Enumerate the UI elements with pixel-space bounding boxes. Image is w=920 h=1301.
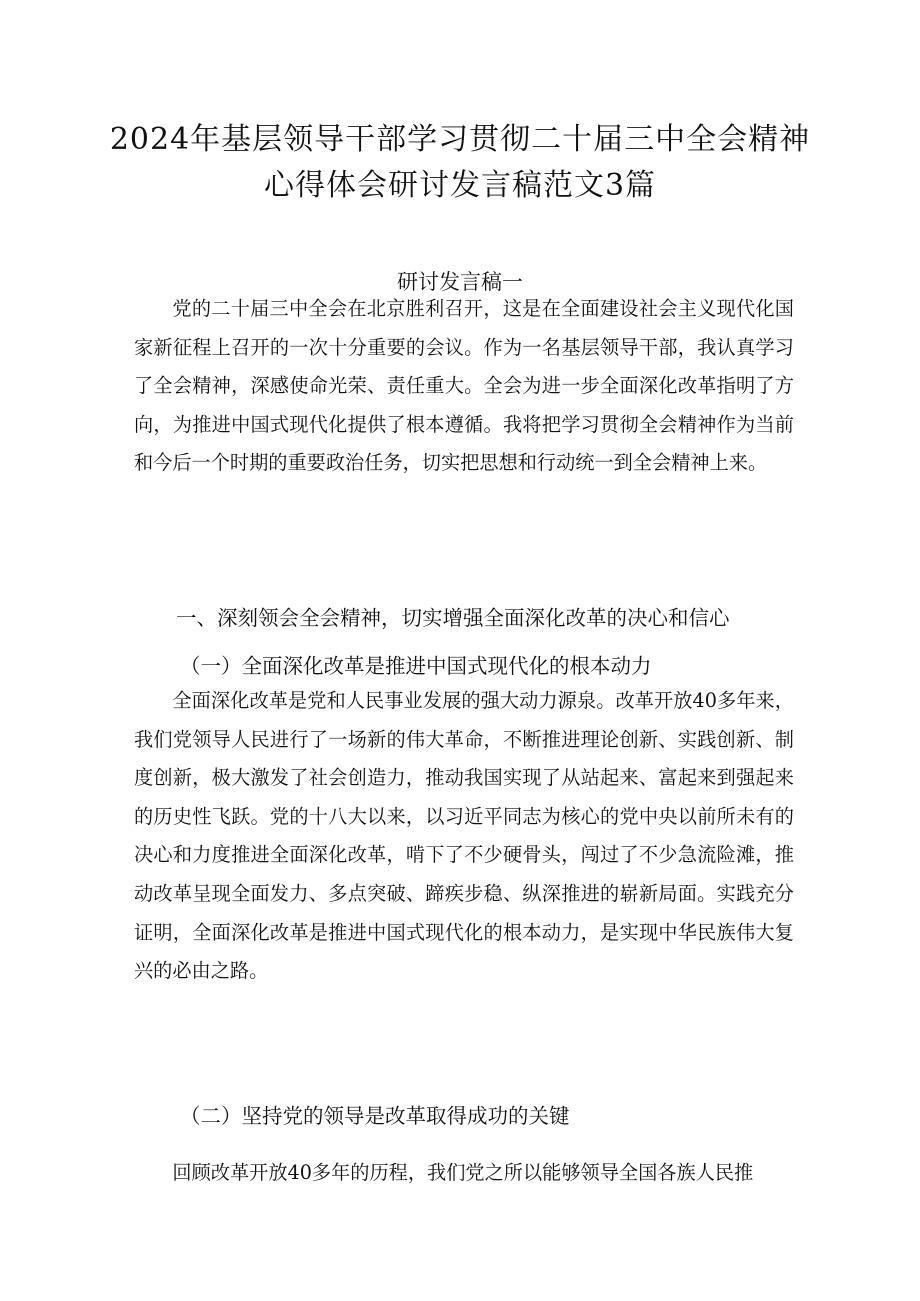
- document-title-line-2: 心得体会研讨发言稿范文3篇: [263, 168, 657, 203]
- section-heading-1: 一、深刻领会全会精神，切实增强全面深化改革的决心和信心: [176, 606, 730, 630]
- document-title-line-1: 2024年基层领导干部学习贯彻二十届三中全会精神: [109, 122, 811, 157]
- paragraph-reform: 全面深化改革是党和人民事业发展的强大动力源泉。改革开放40多年来，我们党领导人民进行了一场新的伟大革命，不断推进理论创新、实践创新、制度创新，极大激发了社会创造力，推动我国实现了从站起来、富起来到强起来的历史性飞跃。党的十八大以来，以习近平同志为核心的党中央以前所未有的决心和力度推进全面深化改革，啃下了不少硬骨头，闯过了不少急流险滩，推动改革呈现全面发力、多点突破、蹄疾步稳、纵深推进的崭新局面。实践充分证明，全面深化改革是推进中国式现代化的根本动力，是实现中华民族伟大复兴的必由之路。: [134, 689, 794, 983]
- subsection-heading-2: （二）坚持党的领导是改革取得成功的关键: [180, 1104, 570, 1128]
- paragraph-intro: 党的二十届三中全会在北京胜利召开，这是在全面建设社会主义现代化国家新征程上召开的一次十分重要的会议。作为一名基层领导干部，我认真学习了全会精神，深感使命光荣、责任重大。全会为进一步全面深化改革指明了方向，为推进中国式现代化提供了根本遵循。我将把学习贯彻全会精神作为当前和今后一个时期的重要政治任务，切实把思想和行动统一到全会精神上来。: [134, 297, 794, 475]
- paragraph-review: 回顾改革开放40多年的历程，我们党之所以能够领导全国各族人民推: [172, 1161, 754, 1184]
- subsection-heading-1: （一）全面深化改革是推进中国式现代化的根本动力: [180, 654, 652, 678]
- speech-subheading: 研讨发言稿一: [397, 270, 523, 294]
